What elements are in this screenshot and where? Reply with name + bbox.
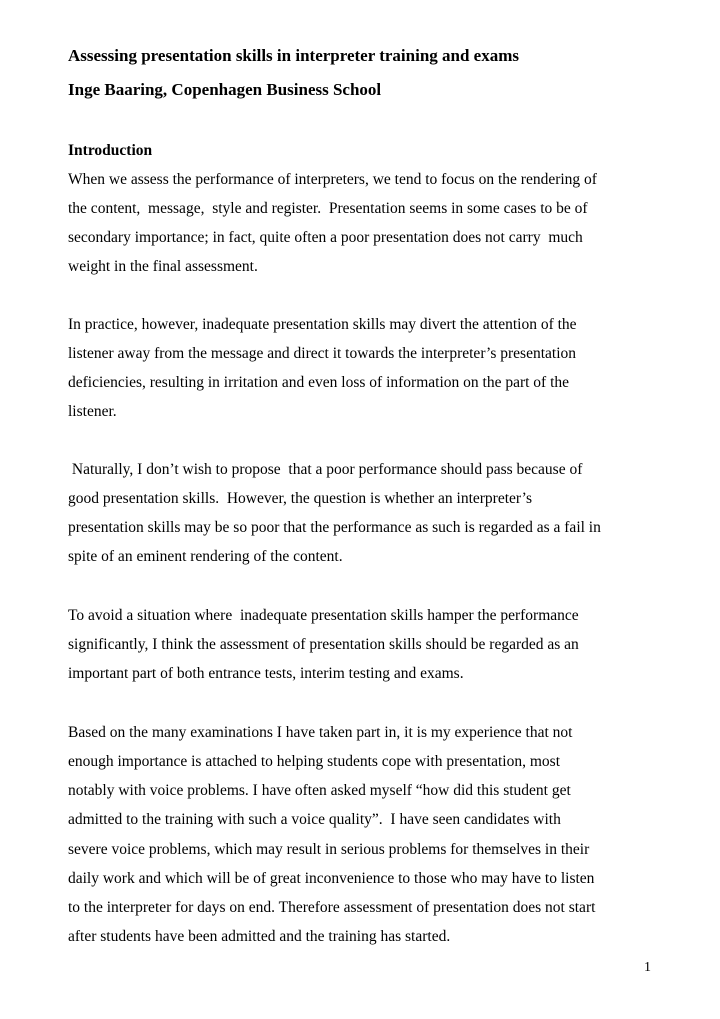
paragraph-line: weight in the final assessment.	[68, 258, 258, 275]
paragraph-line: In practice, however, inadequate presentation skills may divert the attention of the	[68, 316, 577, 333]
paragraph-line: important part of both entrance tests, interim testing and exams.	[68, 665, 464, 682]
paragraph-line: Naturally, I don’t wish to propose that a poor performance should pass because of	[68, 461, 583, 478]
section-heading: Introduction	[68, 142, 153, 159]
document-author: Inge Baaring, Copenhagen Business School	[68, 80, 382, 99]
paragraph-line: the content, message, style and register. Presentation seems in some cases to be of	[68, 200, 588, 217]
paragraph-line: When we assess the performance of interpreters, we tend to focus on the rendering of	[68, 171, 597, 188]
paragraph-line: spite of an eminent rendering of the content.	[68, 548, 343, 565]
paragraph-line: good presentation skills. However, the question is whether an interpreter’s	[68, 490, 532, 507]
paragraph-line: daily work and which will be of great inconvenience to those who may have to listen	[68, 870, 595, 887]
document-title: Assessing presentation skills in interpreter training and exams	[68, 46, 520, 65]
paragraph-line: To avoid a situation where inadequate presentation skills hamper the performance	[68, 607, 579, 624]
paragraph-line: significantly, I think the assessment of presentation skills should be regarded as an	[68, 636, 579, 653]
paragraph-line: secondary importance; in fact, quite often a poor presentation does not carry much	[68, 229, 583, 246]
paragraph-line: severe voice problems, which may result in serious problems for themselves in their	[68, 841, 590, 858]
paragraph-line: admitted to the training with such a voice quality”. I have seen candidates with	[68, 811, 561, 828]
paragraph-line: after students have been admitted and the training has started.	[68, 928, 451, 945]
paragraph-line: to the interpreter for days on end. Therefore assessment of presentation does not start	[68, 899, 596, 916]
paragraph-line: enough importance is attached to helping students cope with presentation, most	[68, 753, 561, 770]
paragraph-line: listener.	[68, 403, 117, 420]
page-number: 1	[644, 960, 651, 975]
paragraph-line: deficiencies, resulting in irritation and even loss of information on the part of the	[68, 374, 570, 391]
paragraph-line: listener away from the message and direct it towards the interpreter’s presentation	[68, 345, 577, 362]
paragraph-line: notably with voice problems. I have often asked myself “how did this student get	[68, 782, 571, 799]
paragraph-line: Based on the many examinations I have taken part in, it is my experience that not	[68, 724, 573, 741]
paragraph-line: presentation skills may be so poor that the performance as such is regarded as a fail in	[68, 519, 601, 536]
